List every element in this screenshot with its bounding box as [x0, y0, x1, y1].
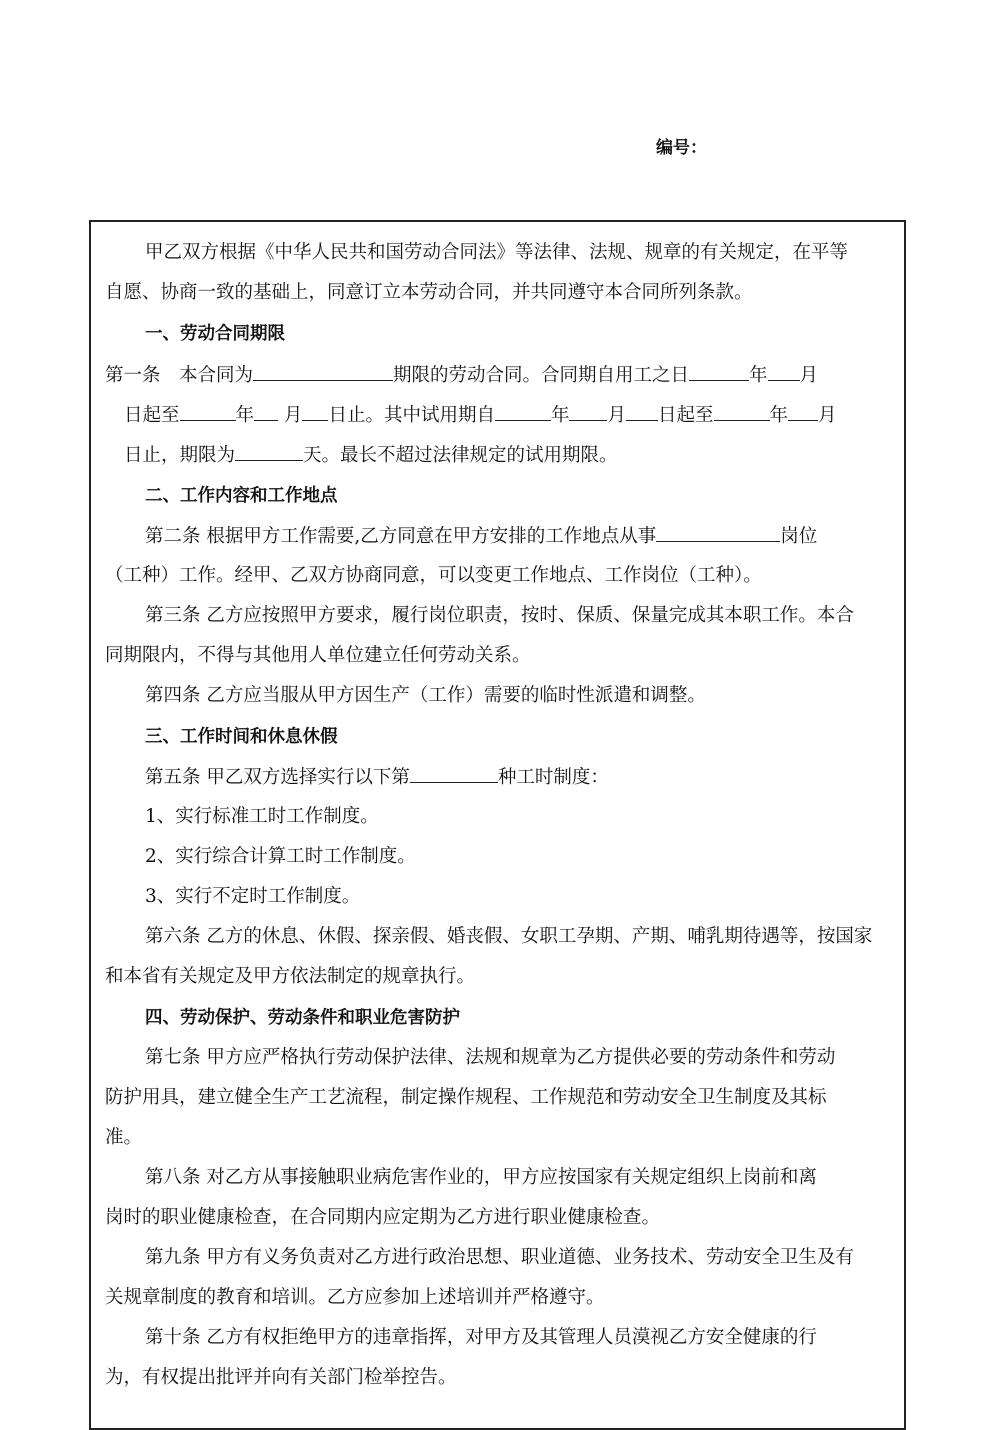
article-5-text-b: 种工时制度：	[497, 767, 609, 788]
article-3-line-2: 同期限内，不得与其他用人单位建立任何劳动关系。	[105, 645, 531, 666]
position-blank[interactable]	[656, 525, 780, 542]
year-label: 年	[749, 365, 768, 386]
work-hours-option-2: 2、实行综合计算工时工作制度。	[145, 846, 416, 867]
article-9-line-1: 第九条 甲方有义务负责对乙方进行政治思想、职业道德、业务技术、劳动安全卫生及有	[145, 1247, 854, 1268]
contract-type-blank[interactable]	[253, 364, 393, 381]
year-label: 年	[235, 405, 255, 426]
article-5-text-a: 第五条 甲乙双方选择实行以下第	[145, 767, 410, 788]
probation-end-year-blank[interactable]	[714, 404, 770, 421]
end-day-blank[interactable]	[302, 404, 328, 421]
month-label: 月	[607, 405, 626, 426]
article-4: 第四条 乙方应当服从甲方因生产（工作）需要的临时性派遣和调整。	[145, 685, 706, 706]
article-1-text-d: 日止。其中试用期自	[328, 405, 495, 426]
section-heading-3: 三、工作时间和休息休假	[145, 727, 338, 747]
article-6-line-2: 和本省有关规定及甲方依法制定的规章执行。	[105, 966, 476, 987]
article-7-line-3: 准。	[105, 1127, 143, 1148]
end-month-blank[interactable]	[254, 404, 278, 421]
article-2-text-b: 岗位	[780, 526, 818, 547]
article-1-text-c: 日起至	[124, 405, 180, 426]
month-label: 月	[818, 405, 837, 426]
year-label: 年	[769, 405, 789, 426]
section-heading-4: 四、劳动保护、劳动条件和职业危害防护	[145, 1008, 460, 1028]
article-1-line-3	[124, 444, 618, 467]
article-8-line-2: 岗时的职业健康检查，在合同期内应定期为乙方进行职业健康检查。	[105, 1207, 661, 1228]
work-hours-option-1: 1、实行标准工时工作制度。	[145, 806, 379, 827]
article-1-text-e: 日起至	[657, 405, 714, 426]
probation-start-day-blank[interactable]	[626, 404, 658, 421]
work-hours-option-3: 3、实行不定时工作制度。	[145, 886, 361, 907]
article-8-line-1: 第八条 对乙方从事接触职业病危害作业的，甲方应按国家有关规定组织上岗前和离	[145, 1167, 817, 1188]
intro-line-2: 自愿、协商一致的基础上，同意订立本劳动合同，并共同遵守本合同所列条款。	[105, 282, 753, 303]
article-3-line-1: 第三条 乙方应按照甲方要求，履行岗位职责，按时、保质、保量完成其本职工作。本合	[145, 605, 854, 626]
probation-days-blank[interactable]	[235, 444, 303, 461]
article-5	[145, 766, 609, 789]
article-10-line-2: 为，有权提出批评并向有关部门检举控告。	[105, 1367, 457, 1388]
start-month-blank[interactable]	[768, 364, 800, 381]
probation-end-month-blank[interactable]	[788, 404, 818, 421]
month-label: 月	[799, 365, 819, 386]
article-2-text-a: 第二条 根据甲方工作需要,乙方同意在甲方安排的工作地点从事	[145, 526, 657, 547]
section-heading-2: 二、工作内容和工作地点	[145, 486, 338, 506]
article-7-line-2: 防护用具，建立健全生产工艺流程，制定操作规程、工作规范和劳动安全卫生制度及其标	[105, 1087, 827, 1108]
section-heading-1: 一、劳动合同期限	[145, 324, 285, 344]
probation-start-month-blank[interactable]	[569, 404, 607, 421]
article-2-line-1	[145, 525, 817, 548]
intro-line-1: 甲乙双方根据《中华人民共和国劳动合同法》等法律、法规、规章的有关规定，在平等	[145, 242, 849, 263]
month-label: 月	[283, 405, 303, 426]
start-year-blank[interactable]	[689, 364, 749, 381]
article-9-line-2: 关规章制度的教育和培训。乙方应参加上述培训并严格遵守。	[105, 1287, 605, 1308]
article-1-line-1	[105, 364, 818, 387]
year-label: 年	[550, 405, 570, 426]
work-hours-option-blank[interactable]	[410, 766, 498, 783]
article-1-text-a: 第一条 本合同为	[105, 365, 254, 386]
serial-number-label: 编号：	[656, 138, 707, 158]
article-1-line-2	[124, 404, 837, 427]
article-1-text-b: 期限的劳动合同。合同期自用工之日	[393, 365, 690, 386]
article-2-line-2: （工种）工作。经甲、乙双方协商同意，可以变更工作地点、工作岗位（工种）。	[105, 565, 762, 586]
article-7-line-1: 第七条 甲方应严格执行劳动保护法律、法规和规章为乙方提供必要的劳动条件和劳动	[145, 1047, 836, 1068]
end-year-blank[interactable]	[180, 404, 236, 421]
article-10-line-1: 第十条 乙方有权拒绝甲方的违章指挥，对甲方及其管理人员漠视乙方安全健康的行	[145, 1327, 817, 1348]
article-6-line-1: 第六条 乙方的休息、休假、探亲假、婚丧假、女职工孕期、产期、哺乳期待遇等，按国家	[145, 926, 873, 947]
article-1-text-f: 日止，期限为	[124, 445, 236, 466]
article-1-text-g: 天。最长不超过法律规定的试用期限。	[303, 445, 618, 466]
probation-start-year-blank[interactable]	[495, 404, 551, 421]
